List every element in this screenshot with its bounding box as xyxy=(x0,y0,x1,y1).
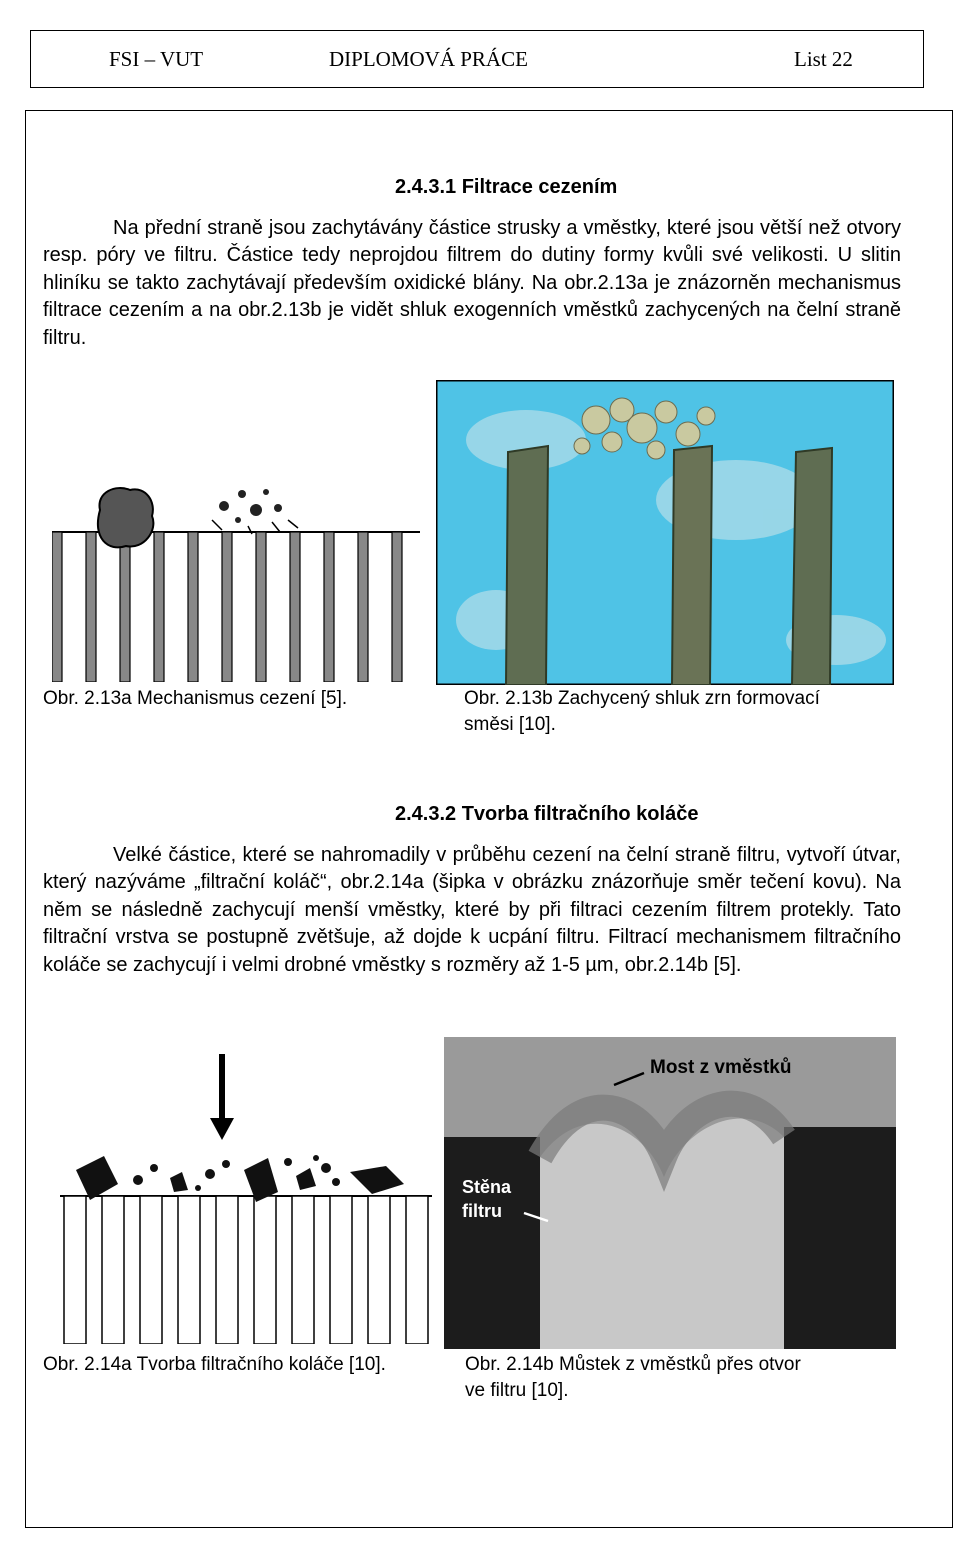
large-particle xyxy=(98,488,154,547)
wall-label-line1: Stěna xyxy=(462,1177,512,1197)
paragraph-2-text: Velké částice, které se nahromadily v průběhu cezení na čelní straně filtru, vytvoří útvar, který nazýváme „filtrační koláč“, obr.2.14a (šipka v obrázku znázorňuje směr tečení kovu). Na něm se následně zachycují menší vměstky, které by při filtraci cezením filtrem protekly. Tato filtrační vrstva se postupně zvětšuje, až dojde k ucpání filtru. Filtrací mechanismem filtračního koláče se zachycují i velmi drobné vměstky s rozměry až 1-5 µm, obr.2.14b [5]. xyxy=(43,844,901,976)
wall-label-line2: filtru xyxy=(462,1201,502,1221)
header-page-number: List 22 xyxy=(794,47,853,71)
section-paragraph-1 xyxy=(43,215,901,352)
filter-wall-right xyxy=(784,1127,896,1349)
figure-2-14b-caption-line1: Obr. 2.14b Můstek z vměstků přes otvor xyxy=(465,1354,801,1375)
header-doc-type: DIPLOMOVÁ PRÁCE xyxy=(329,47,528,71)
section-paragraph-2 xyxy=(43,842,901,979)
figure-2-14b-caption-line2: ve filtru [10]. xyxy=(465,1380,569,1401)
section-heading-1: 2.4.3.1 Filtrace cezením xyxy=(395,176,618,198)
paragraph-1-text: Na přední straně jsou zachytávány částice strusky a vměstky, které jsou větší než otvory resp. póry ve filtru. Částice tedy neprojdou filtrem do dutiny formy kvůli své velikosti. U slitin hliníku se takto zachytávají především oxidické blány. Na obr.2.13a je znázorněn mechanismus filtrace cezením a na obr.2.13b je vidět shluk exogenních vměstků zachycených na čelní straně filtru. xyxy=(43,217,901,349)
section-heading-2: 2.4.3.2 Tvorba filtračního koláče xyxy=(395,803,699,825)
figure-2-13a-sieve-diagram xyxy=(52,480,420,682)
figure-2-14b-micrograph xyxy=(444,1037,896,1349)
page-header xyxy=(30,30,924,88)
figure-2-14a-filter-cake-diagram xyxy=(60,1050,432,1344)
figure-2-13a-caption: Obr. 2.13a Mechanismus cezení [5]. xyxy=(43,688,348,709)
filter-wall-left xyxy=(444,1137,540,1349)
figure-2-13b-caption-line1: Obr. 2.13b Zachycený shluk zrn formovací xyxy=(464,688,820,709)
figure-2-13b-micrograph xyxy=(436,380,894,685)
header-institution: FSI – VUT xyxy=(109,47,204,71)
figure-2-13b-caption-line2: směsi [10]. xyxy=(464,714,556,735)
bridge-label: Most z vměstků xyxy=(650,1057,792,1078)
figure-2-14a-caption: Obr. 2.14a Tvorba filtračního koláče [10]. xyxy=(43,1354,386,1375)
